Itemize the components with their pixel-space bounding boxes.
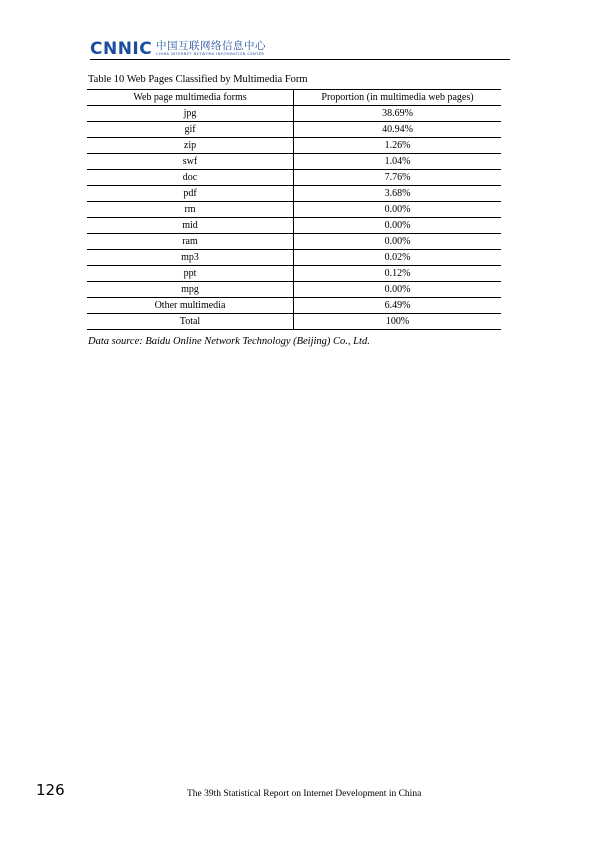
table-row [87,234,501,250]
table-row [87,170,501,186]
cell-form: doc [87,170,294,186]
cell-form: pdf [87,186,294,202]
cell-form: Other multimedia [87,298,294,314]
cell-form: zip [87,138,294,154]
page-header [90,40,510,60]
cell-form: gif [87,122,294,138]
logo-english-name: CHINA INTERNET NETWORK INFORMATION CENTER [156,52,265,56]
table-row [87,298,501,314]
table-header-row [87,90,501,106]
table-row [87,186,501,202]
table-row [87,154,501,170]
logo-chinese-name: 中国互联网络信息中心 [156,40,266,52]
cell-proportion: 7.76% [294,170,502,186]
column-header-forms: Web page multimedia forms [87,90,294,106]
cell-proportion: 0.00% [294,202,502,218]
table-row [87,218,501,234]
cell-proportion: 40.94% [294,122,502,138]
cell-form: Total [87,314,294,330]
cell-proportion: 0.00% [294,282,502,298]
column-header-proportion: Proportion (in multimedia web pages) [294,90,502,106]
cell-proportion: 0.12% [294,266,502,282]
cell-proportion: 3.68% [294,186,502,202]
report-title: The 39th Statistical Report on Internet Development in China [187,789,422,799]
cnnic-logo: CNNIC [90,39,153,59]
page-number: 126 [36,781,65,799]
cell-form: mid [87,218,294,234]
header-divider [90,59,510,60]
cell-proportion: 6.49% [294,298,502,314]
table-row-total [87,314,501,330]
table-row [87,138,501,154]
cell-proportion: 0.00% [294,234,502,250]
table-caption: Table 10 Web Pages Classified by Multimedia Form [88,74,308,85]
cell-form: ppt [87,266,294,282]
table-row [87,106,501,122]
table-row [87,122,501,138]
table-row [87,282,501,298]
cell-form: mpg [87,282,294,298]
data-source-note: Data source: Baidu Online Network Technology (Beijing) Co., Ltd. [88,336,370,347]
cell-proportion: 100% [294,314,502,330]
multimedia-table [87,89,501,330]
cell-form: mp3 [87,250,294,266]
table-row [87,202,501,218]
cell-form: jpg [87,106,294,122]
cell-proportion: 0.00% [294,218,502,234]
cell-proportion: 1.26% [294,138,502,154]
cell-form: swf [87,154,294,170]
table-row [87,266,501,282]
cell-proportion: 0.02% [294,250,502,266]
cell-proportion: 38.69% [294,106,502,122]
cell-form: rm [87,202,294,218]
cell-form: ram [87,234,294,250]
cell-proportion: 1.04% [294,154,502,170]
table-row [87,250,501,266]
